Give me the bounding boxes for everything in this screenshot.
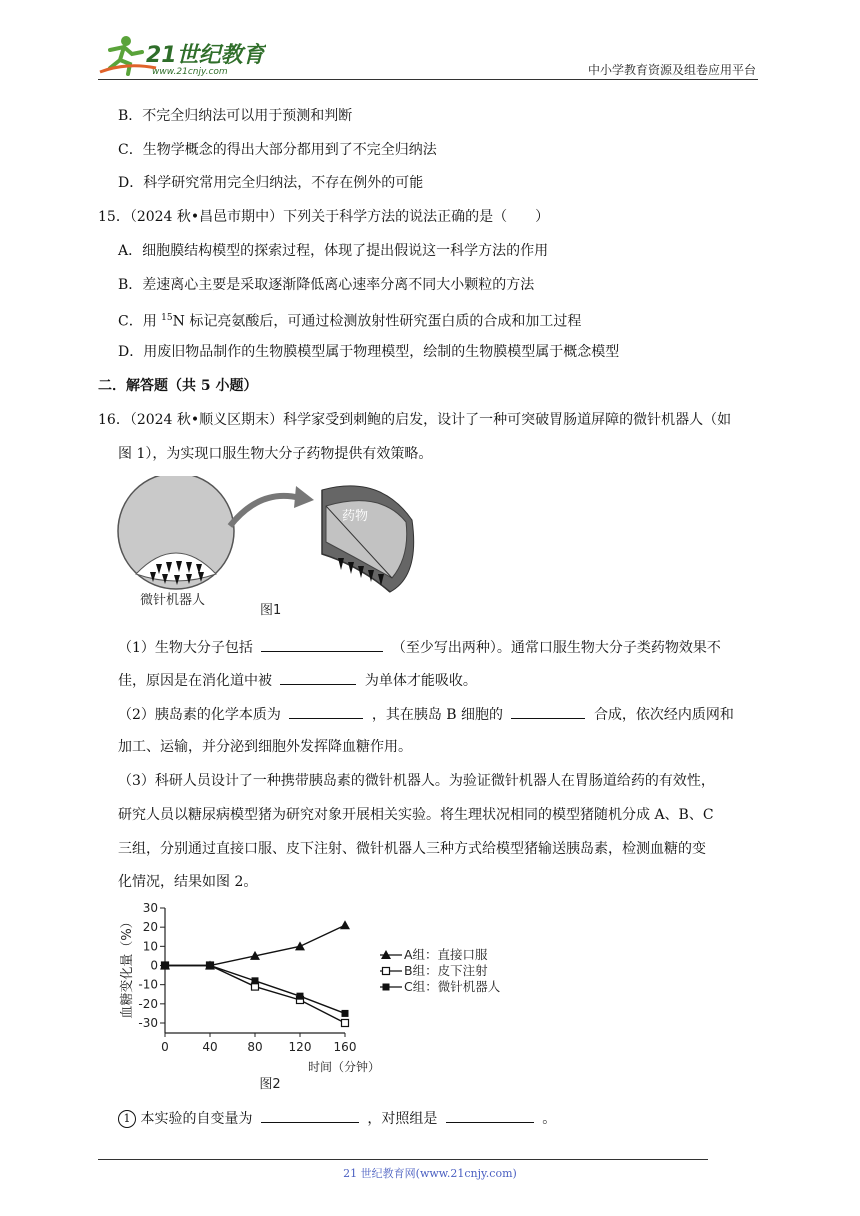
y-tick-label: -30 — [138, 1016, 158, 1030]
arrow-head-icon — [294, 486, 314, 508]
q14-option-c: C．生物学概念的得出大部分都用到了不完全归纳法 — [118, 142, 437, 158]
data-point-filled-square — [297, 993, 304, 1000]
x-axis-label: 时间（分钟） — [307, 1060, 381, 1074]
figure-1-caption: 图1 — [260, 603, 282, 618]
header-divider — [98, 79, 758, 80]
data-point-filled-square — [252, 977, 259, 984]
x-tick-label: 80 — [247, 1040, 263, 1054]
q16-part2-line1 — [118, 704, 734, 725]
q16-part2-line2: 加工、运输，并分泌到细胞外发挥降血糖作用。 — [118, 739, 412, 755]
y-tick-label: 0 — [150, 958, 158, 973]
drug-label: 药物 — [342, 509, 369, 524]
figure-1 — [110, 476, 430, 626]
part1-text-a: （1）生物大分子包括 — [118, 640, 253, 656]
part2-text-a: （2）胰岛素的化学本质为 — [118, 707, 281, 723]
data-point-filled-square — [383, 984, 390, 991]
data-point-triangle — [295, 941, 305, 950]
x-tick-label: 120 — [288, 1040, 312, 1054]
x-tick-label: 0 — [161, 1040, 169, 1054]
site-logo — [96, 32, 266, 78]
figure-2-caption: 图2 — [259, 1077, 281, 1092]
y-axis-label: 血糖变化量（%） — [120, 915, 135, 1019]
legend-label: C组：微针机器人 — [404, 979, 501, 994]
answer-blank-independent-variable[interactable] — [261, 1108, 359, 1123]
data-point-filled-square — [207, 962, 214, 969]
sub1-text-c: 。 — [542, 1111, 557, 1127]
logo-text: 21世纪教育 — [146, 43, 265, 68]
legend-item-1 — [380, 963, 488, 978]
part1-text-d: 为单体才能吸收。 — [364, 673, 477, 689]
y-tick-label: 10 — [142, 939, 158, 954]
x-tick-label: 40 — [202, 1040, 218, 1054]
x-axis — [161, 1033, 356, 1054]
q15-stem: 15．（2024 秋•昌邑市期中）下列关于科学方法的说法正确的是（ ） — [98, 209, 550, 225]
q15-option-c-sup: 15 — [161, 313, 173, 323]
robot-label: 微针机器人 — [140, 593, 206, 608]
answer-blank-macromolecules[interactable] — [261, 637, 383, 652]
series-1 — [162, 962, 349, 1027]
y-tick-label: 30 — [142, 901, 158, 915]
sub1-text-b: ，对照组是 — [367, 1111, 438, 1127]
footer-divider — [98, 1159, 708, 1160]
sub1-text-a: 本实验的自变量为 — [140, 1111, 253, 1127]
data-point-triangle — [340, 920, 350, 929]
answer-blank-insulin-nature[interactable] — [289, 704, 363, 719]
answer-blank-control-group[interactable] — [446, 1108, 534, 1123]
platform-name: 中小学教育资源及组卷应用平台 — [587, 63, 756, 77]
logo-url-text: www.21cnjy.com — [152, 67, 228, 77]
q14-option-b: B．不完全归纳法可以用于预测和判断 — [118, 108, 353, 124]
arrow-icon — [230, 496, 300, 526]
q14-option-d: D．科学研究常用完全归纳法，不存在例外的可能 — [118, 175, 424, 191]
series-layer — [160, 920, 350, 1026]
answer-blank-synthesis-site[interactable] — [511, 704, 585, 719]
part1-text-c: 佳，原因是在消化道中被 — [118, 673, 272, 689]
circled-number-1: 1 — [118, 1110, 136, 1128]
series-0 — [160, 920, 350, 969]
footer-source: 21 世纪教育网(www.21cnjy.com) — [343, 1167, 517, 1180]
y-tick-label: -10 — [138, 977, 158, 992]
data-point-hollow-square — [383, 968, 390, 975]
q15-option-a: A．细胞膜结构模型的探索过程，体现了提出假说这一科学方法的作用 — [118, 243, 549, 259]
figure-2-chart — [112, 895, 532, 1095]
data-point-hollow-square — [342, 1020, 349, 1027]
q15-option-c-post: N 标记亮氨酸后，可通过检测放射性研究蛋白质的合成和加工过程 — [172, 313, 582, 330]
section-heading: 二．解答题（共 5 小题） — [98, 378, 258, 394]
q16-part1-line2 — [118, 670, 477, 691]
series-line — [165, 966, 345, 1024]
q16-part1-line1 — [118, 637, 721, 658]
legend-item-2 — [380, 979, 501, 994]
q16-sub1 — [118, 1108, 556, 1129]
q16-part3-line4: 化情况，结果如图 2。 — [118, 874, 258, 890]
x-tick-label: 160 — [333, 1040, 357, 1054]
data-point-filled-square — [162, 962, 169, 969]
q16-part3-line3: 三组，分别通过直接口服、皮下注射、微针机器人三种方式给模型猪输送胰岛素，检测血糖的变 — [118, 841, 706, 857]
q15-option-c-pre: C．用 — [118, 313, 162, 330]
q16-part3-line1: （3）科研人员设计了一种携带胰岛素的微针机器人。为验证微针机器人在胃肠道给药的有效性， — [118, 773, 715, 789]
y-tick-label: 20 — [142, 920, 158, 935]
q15-option-c — [118, 308, 581, 332]
legend-item-0 — [380, 947, 488, 962]
chart-legend — [380, 947, 501, 994]
answer-blank-digestion[interactable] — [280, 670, 356, 685]
part2-text-b: ，其在胰岛 B 细胞的 — [371, 707, 504, 723]
q16-stem-line2: 图 1），为实现口服生物大分子药物提供有效策略。 — [118, 446, 433, 462]
legend-label: A组：直接口服 — [404, 947, 488, 962]
q16-part3-line2: 研究人员以糖尿病模型猪为研究对象开展相关实验。将生理状况相同的模型猪随机分成 A、B、C — [118, 807, 714, 823]
q15-option-b: B．差速离心主要是采取逐渐降低离心速率分离不同大小颗粒的方法 — [118, 277, 535, 293]
legend-label: B组：皮下注射 — [404, 963, 488, 978]
part2-text-c: 合成，依次经内质网和 — [593, 707, 734, 723]
data-point-filled-square — [342, 1010, 349, 1017]
q16-stem-line1: 16．（2024 秋•顺义区期末）科学家受到刺鲍的启发，设计了一种可突破胃肠道屏障的微针机器人（如 — [98, 412, 732, 428]
part1-text-b: （至少写出两种）。通常口服生物大分子类药物效果不 — [391, 640, 721, 656]
q15-option-d: D．用废旧物品制作的生物膜模型属于物理模型，绘制的生物膜模型属于概念模型 — [118, 344, 620, 360]
y-tick-label: -20 — [138, 996, 158, 1011]
